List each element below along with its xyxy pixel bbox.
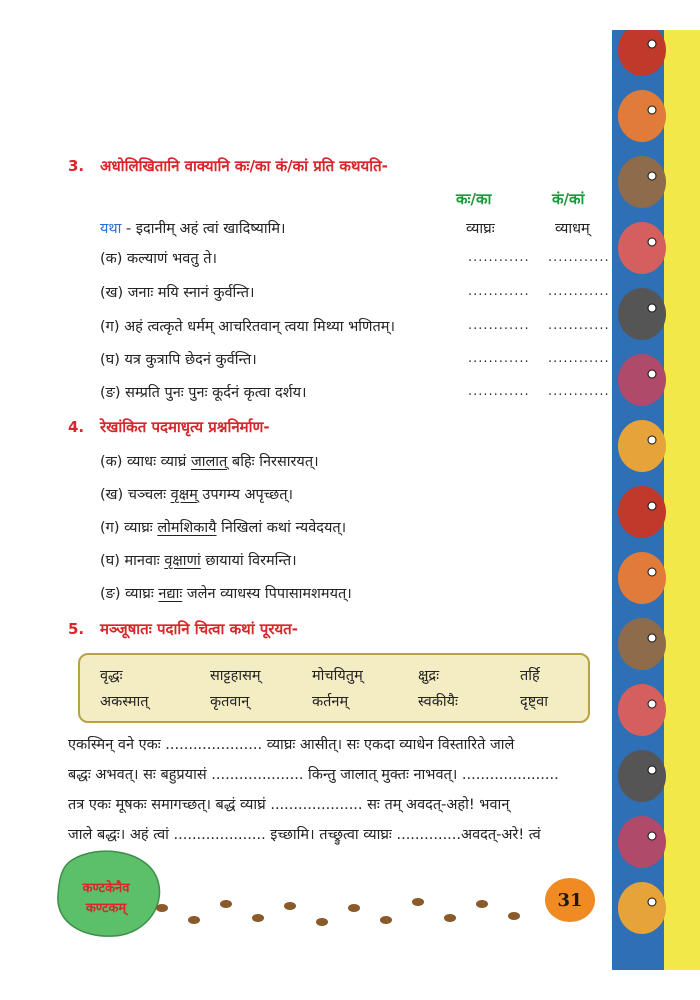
face-eye — [648, 898, 656, 906]
cartoon-face — [618, 684, 666, 736]
example-answer-who: व्याघ्रः — [466, 221, 495, 237]
face-eye — [648, 766, 656, 774]
answer-blank[interactable]: ............ — [548, 250, 610, 265]
list-item: (क) व्याधः व्याघ्रं जालात् बहिः निरसारयत्। — [100, 454, 319, 470]
face-eye — [648, 304, 656, 312]
word-option[interactable]: कर्तनम् — [312, 694, 349, 710]
face-eye — [648, 40, 656, 48]
example-answer-whom: व्याधम् — [555, 221, 590, 237]
cartoon-face — [618, 420, 666, 472]
word-box — [78, 653, 590, 723]
motto-line-2: कण्टकम् — [85, 901, 127, 916]
story-line: जाले बद्धः। अहं त्वां .................... इच्छामि। तच्छ्रुत्वा व्याघ्रः ..............अवदत्-अरे! त्वं — [68, 827, 541, 843]
answer-blank[interactable]: ............ — [548, 351, 610, 366]
face-eye — [648, 172, 656, 180]
face-eye — [648, 634, 656, 642]
section-number: 5. — [68, 620, 85, 638]
word-option[interactable]: कृतवान् — [210, 694, 250, 710]
word-option[interactable]: तर्हि — [520, 668, 540, 684]
column-header-whom: कं/कां — [552, 190, 585, 208]
story-line: बद्धः अभवत्। सः बहुप्रयासं .................... किन्तु जालात् मुक्तः नाभवत्। ..................... — [68, 767, 559, 783]
story-line: तत्र एकः मूषकः समागच्छत्। बद्धं व्याघ्रं .................... सः तम् अवदत्-अहो! भवान् — [68, 797, 510, 813]
answer-blank[interactable]: ............ — [548, 384, 610, 399]
cartoon-face — [618, 90, 666, 142]
footprints-illustration — [150, 888, 540, 938]
underlined-word: लोमशिकायै — [157, 520, 217, 536]
answer-blank[interactable]: ............ — [468, 284, 530, 299]
word-option[interactable]: स्वकीयैः — [418, 694, 458, 710]
word-option[interactable]: अकस्मात् — [100, 694, 149, 710]
face-eye — [648, 238, 656, 246]
cartoon-face — [618, 288, 666, 340]
character-illustration — [612, 30, 700, 970]
list-item: (ग) अहं त्वत्कृते धर्मम् आचरितवान् त्वया मिथ्या भणितम्। — [100, 319, 395, 335]
word-option[interactable]: साट्टहासम् — [210, 668, 261, 684]
story-line: एकस्मिन् वने एकः ..................... व्याघ्रः आसीत्। सः एकदा व्याधेन विस्तारिते जाले — [68, 737, 515, 753]
cartoon-face — [618, 882, 666, 934]
answer-blank[interactable]: ............ — [468, 318, 530, 333]
face-eye — [648, 568, 656, 576]
list-item: (ग) व्याघ्रः लोमशिकायै निखिलां कथां न्यवेदयत्। — [100, 520, 347, 536]
decorative-side-strip — [612, 30, 700, 970]
section-5-heading — [68, 619, 298, 639]
list-item: (घ) यत्र कुत्रापि छेदनं कुर्वन्ति। — [100, 352, 257, 368]
underlined-word: वृक्षाणां — [164, 553, 201, 569]
face-eye — [648, 436, 656, 444]
section-number: 3. — [68, 157, 85, 175]
section-number: 4. — [68, 418, 85, 436]
section-title: मञ्जूषातः पदानि चित्वा कथां पूरयत- — [100, 620, 298, 638]
section-3-heading — [68, 156, 388, 176]
section-title: रेखांकित पदमाधृत्य प्रश्ननिर्माण- — [100, 418, 270, 436]
answer-blank[interactable]: ............ — [468, 351, 530, 366]
face-eye — [648, 370, 656, 378]
word-option[interactable]: दृष्ट्वा — [520, 694, 548, 710]
face-eye — [648, 832, 656, 840]
answer-blank[interactable]: ............ — [548, 284, 610, 299]
column-header-who: कः/का — [456, 190, 492, 208]
cartoon-face — [618, 486, 666, 538]
cartoon-face — [618, 354, 666, 406]
cartoon-face — [618, 156, 666, 208]
example-row — [100, 218, 286, 238]
list-item: (क) कल्याणं भवतु ते। — [100, 251, 217, 267]
page-number-badge: 31 — [545, 878, 595, 922]
word-option[interactable]: वृद्धः — [100, 668, 123, 684]
word-option[interactable]: क्षुद्रः — [418, 668, 440, 684]
face-eye — [648, 502, 656, 510]
cartoon-face — [618, 816, 666, 868]
cartoon-face — [618, 750, 666, 802]
answer-blank[interactable]: ............ — [468, 250, 530, 265]
cartoon-face — [618, 552, 666, 604]
section-4-heading — [68, 417, 270, 437]
cartoon-face — [618, 222, 666, 274]
list-item: (ङ) व्याघ्रः नद्याः जलेन व्याधस्य पिपासामशमयत्। — [100, 586, 352, 602]
answer-blank[interactable]: ............ — [468, 384, 530, 399]
section-title: अधोलिखितानि वाक्यानि कः/का कं/कां प्रति कथयति- — [100, 157, 388, 175]
underlined-word: वृक्षम् — [170, 487, 198, 503]
list-item: (ख) जनाः मयि स्नानं कुर्वन्ति। — [100, 285, 255, 301]
list-item: (घ) मानवाः वृक्षाणां छायायां विरमन्ति। — [100, 553, 297, 569]
list-item: (ङ) सम्प्रति पुनः पुनः कूर्दनं कृत्वा दर्शय। — [100, 385, 307, 401]
example-label: यथा — [100, 221, 122, 237]
face-eye — [648, 700, 656, 708]
word-option[interactable]: मोचयितुम् — [312, 668, 363, 684]
example-sentence: - इदानीम् अहं त्वां खादिष्यामि। — [126, 221, 286, 237]
cartoon-face — [618, 618, 666, 670]
list-item: (ख) चञ्चलः वृक्षम् उपगम्य अपृच्छत्। — [100, 487, 294, 503]
face-eye — [648, 106, 656, 114]
underlined-word: जालात् — [190, 454, 228, 470]
answer-blank[interactable]: ............ — [548, 318, 610, 333]
motto-line-1: कण्टकेनैव — [82, 881, 130, 896]
underlined-word: नद्याः — [158, 586, 183, 602]
